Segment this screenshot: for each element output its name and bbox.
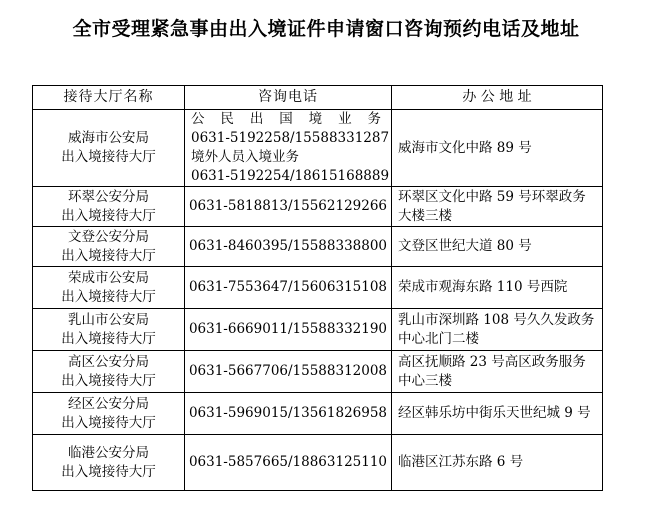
phone-category-citizen: 公 民 出 国 境 业 务 [191,111,381,127]
header-address: 办 公 地 址 [392,86,603,110]
phone-number: 0631-5192254/18615168889 [191,168,390,184]
table-row [33,187,603,227]
table-row [33,309,603,351]
hall-name-line2: 出入境接待大厅 [61,288,156,305]
phone-category-foreigner: 境外人员入境业务 [191,149,299,165]
table-header-row [33,86,603,110]
header-phone: 咨询电话 [185,86,392,110]
address-cell: 临港区江苏东路 6 号 [392,435,603,491]
hall-name-cell [33,393,185,435]
hall-name-cell [33,435,185,491]
hall-name-line2: 出入境接待大厅 [61,330,156,347]
phone-cell: 0631-6669011/15588332190 [185,309,392,351]
hall-name-line2: 出入境接待大厅 [61,414,156,431]
hall-name-line1: 环翠公安分局 [68,188,149,205]
hall-name-line2: 出入境接待大厅 [61,463,156,480]
hall-name-cell [33,227,185,267]
address-cell: 文登区世纪大道 80 号 [392,227,603,267]
hall-name-cell [33,110,185,187]
hall-name-cell [33,187,185,227]
hall-name-line2: 出入境接待大厅 [61,149,156,165]
hall-name-cell [33,309,185,351]
table-row [33,351,603,393]
address-cell: 环翠区文化中路 59 号环翠政务大楼三楼 [392,187,603,227]
hall-name-line2: 出入境接待大厅 [61,372,156,389]
phone-cell [185,110,392,187]
phone-cell: 0631-5857665/18863125110 [185,435,392,491]
hall-name-line1: 临港公安分局 [68,444,149,461]
header-hall: 接待大厅名称 [33,86,185,110]
phone-cell: 0631-5818813/15562129266 [185,187,392,227]
table-row [33,393,603,435]
hall-name-line1: 威海市公安局 [68,130,149,146]
phone-number: 0631-5192258/15588331287 [191,130,390,146]
table-row [33,435,603,491]
hall-name-cell [33,267,185,309]
address-cell: 经区韩乐坊中街乐天世纪城 9 号 [392,393,603,435]
hall-name-line1: 文登公安分局 [68,228,149,245]
hall-name-line1: 经区公安分局 [68,395,149,412]
table-row [33,110,603,187]
phone-cell: 0631-7553647/15606315108 [185,267,392,309]
contact-table [32,85,603,491]
hall-name-cell [33,351,185,393]
phone-cell: 0631-5667706/15588312008 [185,351,392,393]
address-cell: 乳山市深圳路 108 号久久发政务中心北门二楼 [392,309,603,351]
address-cell: 荣成市观海东路 110 号西院 [392,267,603,309]
phone-cell: 0631-8460395/15588338800 [185,227,392,267]
table-row [33,227,603,267]
address-cell: 高区抚顺路 23 号高区政务服务中心三楼 [392,351,603,393]
phone-cell: 0631-5969015/13561826958 [185,393,392,435]
hall-name-line1: 乳山市公安局 [68,311,149,328]
page-title: 全市受理紧急事由出入境证件申请窗口咨询预约电话及地址 [72,18,580,40]
hall-name-line2: 出入境接待大厅 [61,207,156,224]
hall-name-line1: 高区公安分局 [68,353,149,370]
table-row [33,267,603,309]
hall-name-line2: 出入境接待大厅 [61,247,156,264]
hall-name-line1: 荣成市公安局 [68,269,149,286]
address-cell: 威海市文化中路 89 号 [392,110,603,187]
